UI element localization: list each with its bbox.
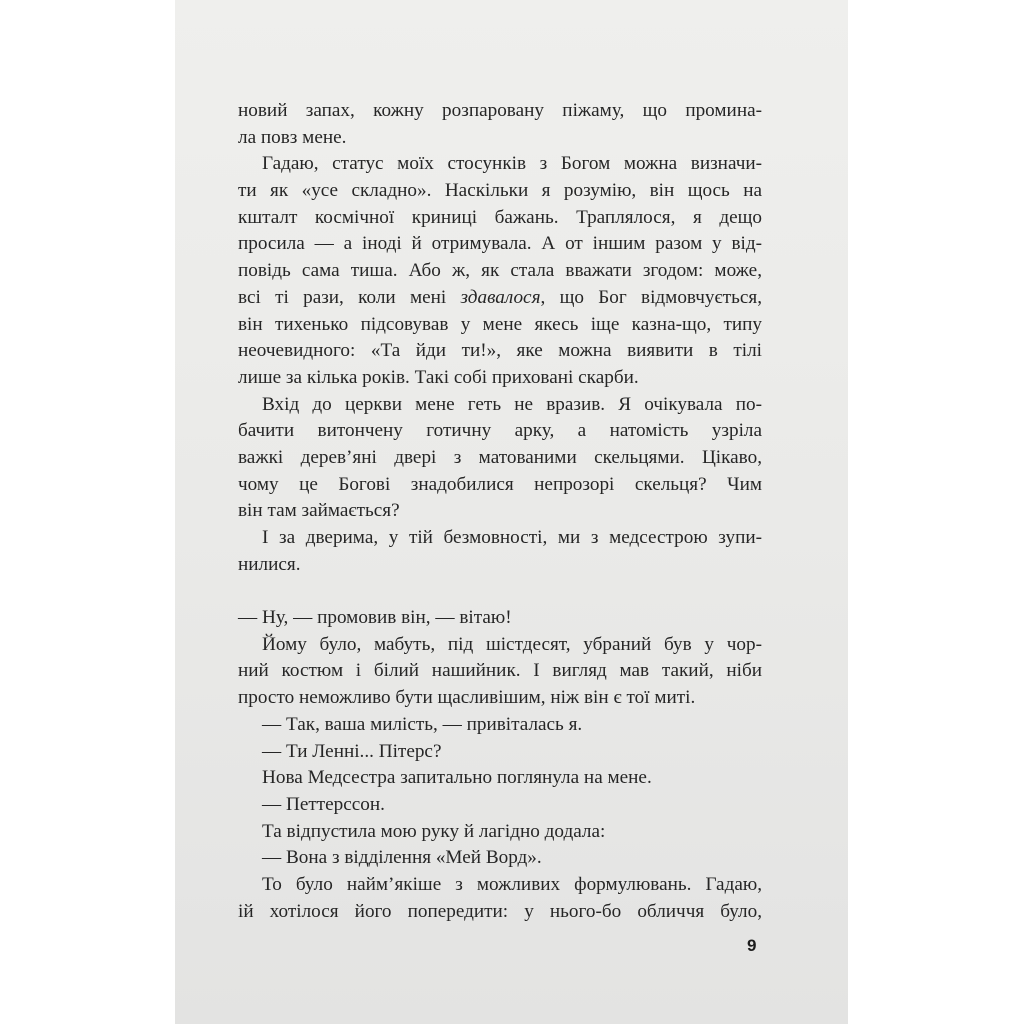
text-segment: неочевидного: «Та йди ти!», яке можна виявити в тілі bbox=[238, 340, 762, 362]
text-line bbox=[238, 739, 762, 766]
text-line bbox=[238, 658, 762, 685]
text-line bbox=[238, 792, 762, 819]
text-segment: — Вона з відділення «Мей Ворд». bbox=[262, 847, 542, 869]
text-line bbox=[238, 151, 762, 178]
text-segment: всі ті рази, коли мені bbox=[238, 286, 461, 308]
text-line bbox=[238, 765, 762, 792]
text-line bbox=[238, 392, 762, 419]
text-segment: нилися. bbox=[238, 553, 301, 575]
text-segment: Гадаю, статус моїх стосунків з Богом можна визначи- bbox=[262, 153, 762, 175]
text-line bbox=[238, 312, 762, 339]
text-line bbox=[238, 231, 762, 258]
book-page bbox=[175, 0, 848, 1024]
text-line bbox=[238, 205, 762, 232]
blank-line bbox=[238, 578, 762, 605]
text-line bbox=[238, 338, 762, 365]
text-line bbox=[238, 552, 762, 579]
text-line bbox=[238, 845, 762, 872]
text-line bbox=[238, 125, 762, 152]
text-segment: ла повз мене. bbox=[238, 126, 347, 148]
text-line bbox=[238, 472, 762, 499]
text-segment: лише за кілька років. Такі собі приховані скарби. bbox=[238, 366, 639, 388]
text-segment: — Ти Ленні... Пітерс? bbox=[262, 740, 442, 762]
text-segment: То було найм’якіше з можливих формулювань. Гадаю, bbox=[262, 873, 762, 895]
body-text bbox=[238, 98, 762, 925]
text-line bbox=[238, 632, 762, 659]
text-segment: ний костюм і білий нашийник. І вигляд мав такий, ніби bbox=[238, 660, 762, 682]
text-segment: бачити витончену готичну арку, а натомість узріла bbox=[238, 420, 762, 442]
text-line bbox=[238, 712, 762, 739]
text-line bbox=[238, 178, 762, 205]
text-line bbox=[238, 605, 762, 632]
text-line bbox=[238, 685, 762, 712]
text-segment: — Так, ваша милість, — привіталась я. bbox=[262, 713, 583, 735]
text-segment: ти як «усе складно». Наскільки я розумію, він щось на bbox=[238, 180, 762, 202]
text-segment: Нова Медсестра запитально поглянула на мене. bbox=[262, 767, 652, 789]
text-segment: — Петтерссон. bbox=[262, 793, 385, 815]
text-line bbox=[238, 899, 762, 926]
text-segment: Вхід до церкви мене геть не вразив. Я очікувала по- bbox=[262, 393, 762, 415]
text-segment: Йому було, мабуть, під шістдесят, убраний був у чор- bbox=[262, 633, 762, 655]
text-segment: новий запах, кожну розпаровану піжаму, що промина- bbox=[238, 100, 762, 121]
page-number: 9 bbox=[747, 936, 757, 955]
text-segment: чому це Богові знадобилися непрозорі скельця? Чим bbox=[238, 473, 762, 495]
text-segment: Та відпустила мою руку й лагідно додала: bbox=[262, 820, 606, 842]
text-line bbox=[238, 872, 762, 899]
text-segment: просто неможливо бути щасливішим, ніж він є тої миті. bbox=[238, 687, 696, 709]
text-line bbox=[238, 498, 762, 525]
text-segment: , що Бог відмовчується, bbox=[540, 286, 762, 308]
text-segment: просила — а іноді й отримувала. А от іншим разом у від- bbox=[238, 233, 762, 255]
text-segment: він там займається? bbox=[238, 500, 400, 522]
text-segment: — Ну, — промовив він, — вітаю! bbox=[238, 607, 512, 629]
text-segment: повідь сама тиша. Або ж, як стала вважати згодом: може, bbox=[238, 260, 762, 282]
text-line bbox=[238, 98, 762, 125]
text-segment: ій хотілося його попередити: у нього-бо обличчя було, bbox=[238, 900, 762, 922]
text-segment: важкі дерев’яні двері з матованими скельцями. Цікаво, bbox=[238, 446, 762, 468]
text-line bbox=[238, 258, 762, 285]
text-segment: він тихенько підсовував у мене якесь іще казна-що, типу bbox=[238, 313, 762, 335]
text-line bbox=[238, 525, 762, 552]
text-segment: кшталт космічної криниці бажань. Траплялося, я дещо bbox=[238, 206, 762, 228]
text-line bbox=[238, 445, 762, 472]
text-segment: І за дверима, у тій безмовності, ми з медсестрою зупи- bbox=[262, 527, 762, 548]
text-line bbox=[238, 819, 762, 846]
text-line bbox=[238, 418, 762, 445]
text-line bbox=[238, 285, 762, 312]
text-line bbox=[238, 365, 762, 392]
italic-text: здавалося bbox=[460, 286, 541, 308]
